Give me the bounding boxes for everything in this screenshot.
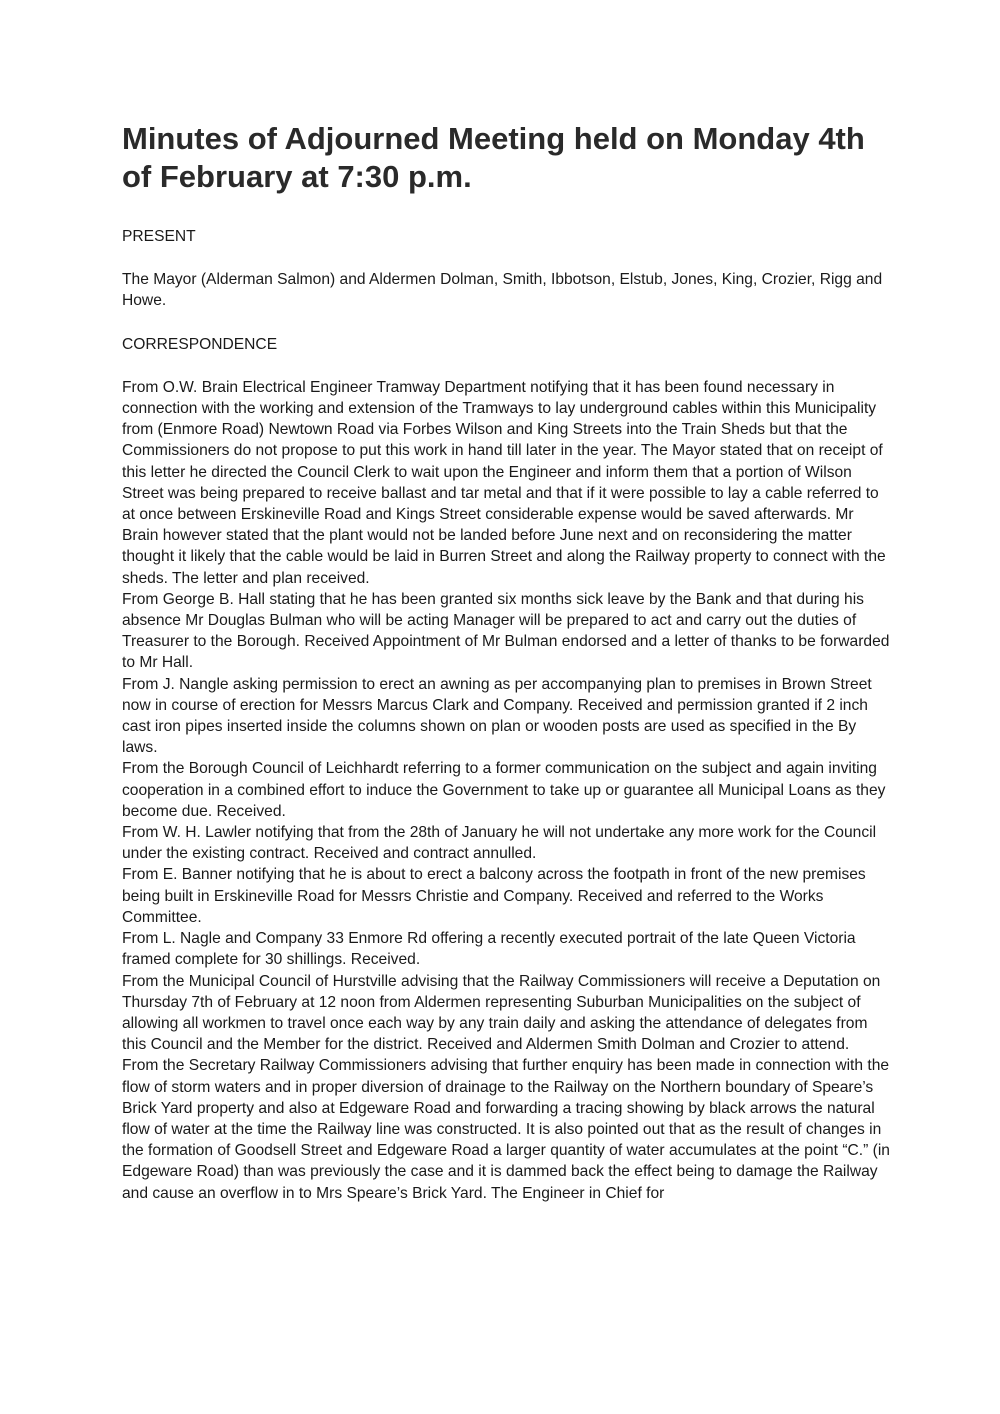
correspondence-entry: From the Municipal Council of Hurstville advising that the Railway Commissioners will receive a Deputation on Thursday 7th of February at 12 noon from Aldermen representing Suburban Municipalities on the subject of allowing all workmen to travel once each way by any train daily and asking the attendance of delegates from this Council and the Member for the district. Received and Aldermen Smith Dolman and Crozier to attend. — [122, 972, 881, 1054]
correspondence-entry: From the Borough Council of Leichhardt referring to a former communication on the subject and again inviting cooperation in a combined effort to induce the Government to take up or guarantee all Municipal Loans as they become due. Received. — [122, 760, 886, 820]
correspondence-entry: From George B. Hall stating that he has been granted six months sick leave by the Bank and that during his absence Mr Douglas Bulman who will be acting Manager will be prepared to act and carry out the duties of Treasurer to the Borough. Received Appointment of Mr Bulman endorsed and a letter of thanks to be forwarded to Mr Hall. — [122, 590, 890, 672]
page-title: Minutes of Adjourned Meeting held on Monday 4th of February at 7:30 p.m. — [122, 121, 865, 194]
attendees-text: The Mayor (Alderman Salmon) and Aldermen Dolman, Smith, Ibbotson, Elstub, Jones, King, Crozier, Rigg and Howe. — [122, 271, 883, 310]
correspondence-entry: From O.W. Brain Electrical Engineer Tramway Department notifying that it has been found necessary in connection with the working and extension of the Tramways to lay underground cables within this Municipality from (Enmore Road) Newtown Road via Forbes Wilson and King Streets into the Train Sheds but that the Commissioners do not propose to put this work in hand till later in the year. The Mayor stated that on receipt of this letter he directed the Council Clerk to wait upon the Engineer and inform them that a portion of Wilson Street was being prepared to receive ballast and tar metal and that if it were possible to lay a cable referred to at once between Erskineville Road and Kings Street considerable expense would be saved afterwards. Mr Brain however stated that the plant would not be landed before June next and on reconsidering the matter thought it likely that the cable would be laid in Burren Street and along the Railway property to connect with the sheds. The letter and plan received. — [122, 378, 886, 587]
correspondence-entry: From the Secretary Railway Commissioners advising that further enquiry has been made in connection with the flow of storm waters and in proper diversion of drainage to the Railway on the Northern boundary of Speare’s Brick Yard property and also at Edgeware Road and forwarding a tracing showing by black arrows the natural flow of water at the time the Railway line was constructed. It is also pointed out that as the result of changes in the formation of Goodsell Street and Edgeware Road a larger quantity of water accumulates at the point “C.” (in Edgeware Road) than was previously the case and it is dammed back the effect being to damage the Railway and cause an overflow in to Mrs Speare’s Brick Yard. The Engineer in Chief for — [122, 1057, 890, 1202]
correspondence-entry: From W. H. Lawler notifying that from the 28th of January he will not undertake any more work for the Council under the existing contract. Received and contract annulled. — [122, 824, 877, 863]
correspondence-entry: From J. Nangle asking permission to erect an awning as per accompanying plan to premises in Brown Street now in course of erection for Messrs Marcus Clark and Company. Received and permission granted if 2 inch cast iron pipes inserted inside the columns shown on plan or wooden posts are used as specified in the By laws. — [122, 675, 872, 757]
correspondence-entry: From E. Banner notifying that he is about to erect a balcony across the footpath in front of the new premises being built in Erskineville Road for Messrs Christie and Company. Received and referred to the Works Committee. — [122, 866, 866, 926]
correspondence-heading: CORRESPONDENCE — [122, 335, 278, 353]
document-page — [122, 120, 892, 1204]
present-heading: PRESENT — [122, 228, 196, 245]
correspondence-entry: From L. Nagle and Company 33 Enmore Rd offering a recently executed portrait of the late Queen Victoria framed complete for 30 shillings. Received. — [122, 930, 856, 969]
correspondence-list — [122, 377, 892, 1204]
